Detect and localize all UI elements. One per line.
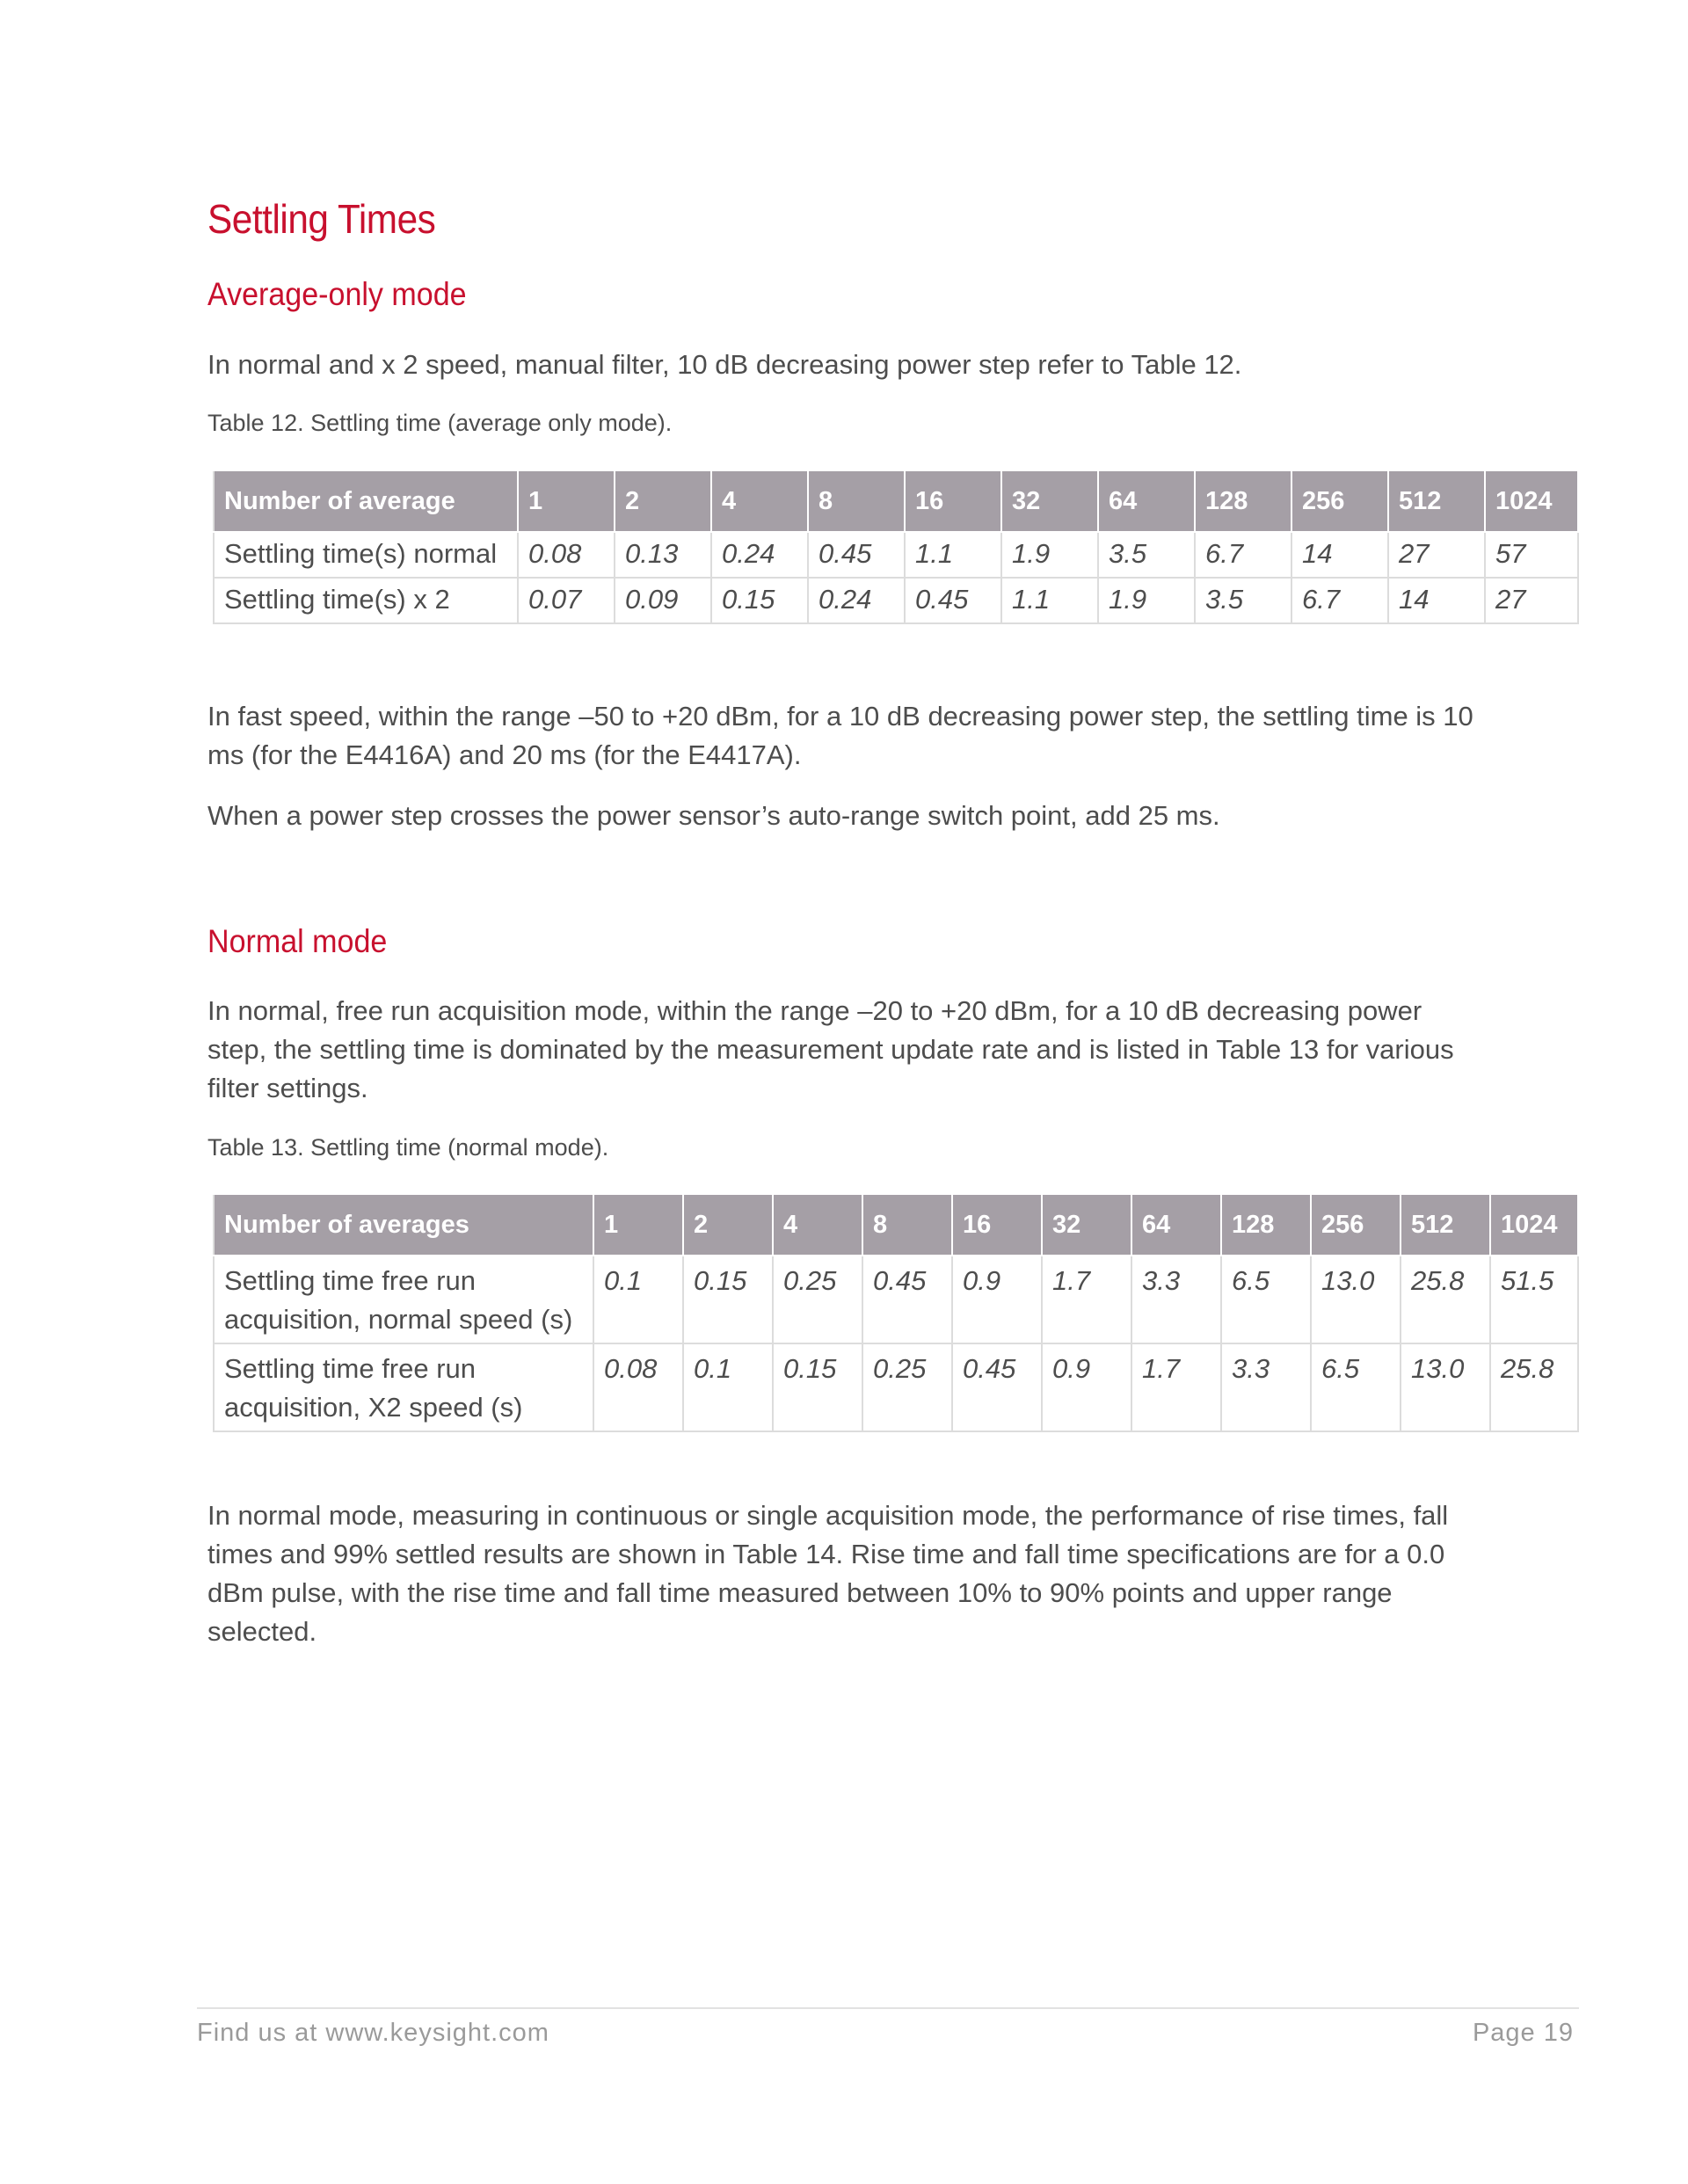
table-13 xyxy=(213,1195,1579,1432)
normal-mode-intro: In normal, free run acquisition mode, within the range –20 to +20 dBm, for a 10 dB decreasing power step, the settling time is dominated by the measurement update rate and is listed in Table 13 for various filter settings. xyxy=(207,995,1454,1103)
table-cell: 0.45 xyxy=(905,578,1001,623)
row-label: Settling time free run acquisition, normal speed (s) xyxy=(214,1256,593,1343)
table-header-cell: 512 xyxy=(1401,1195,1490,1256)
table-cell: 3.5 xyxy=(1195,578,1291,623)
table-cell: 1.1 xyxy=(1001,578,1098,623)
table-cell: 1.7 xyxy=(1131,1343,1221,1431)
table-header-cell: 128 xyxy=(1221,1195,1311,1256)
table-cell: 0.45 xyxy=(808,532,905,578)
table-cell: 0.13 xyxy=(615,532,711,578)
table-row xyxy=(214,532,1578,578)
table-cell: 0.15 xyxy=(773,1343,862,1431)
table-cell: 0.08 xyxy=(593,1343,683,1431)
table-cell: 0.09 xyxy=(615,578,711,623)
table-header-cell: 2 xyxy=(615,471,711,532)
table-cell: 3.3 xyxy=(1131,1256,1221,1343)
footer-page-number: Page 19 xyxy=(1472,2019,1574,2047)
table-cell: 0.15 xyxy=(711,578,808,623)
table-cell: 0.45 xyxy=(862,1256,952,1343)
table-header-cell: 64 xyxy=(1098,471,1195,532)
table-cell: 0.1 xyxy=(683,1343,773,1431)
table-header-row xyxy=(214,1195,1578,1256)
row-label: Settling time(s) normal xyxy=(214,532,518,578)
table-cell: 3.3 xyxy=(1221,1343,1311,1431)
row-label: Settling time free run acquisition, X2 speed (s) xyxy=(214,1343,593,1431)
fast-speed-paragraph: In fast speed, within the range –50 to +20 dBm, for a 10 dB decreasing power step, the settling time is 10 ms (for the E4416A) and 20 ms (for the E4417A). xyxy=(207,701,1473,770)
table-header-cell: 32 xyxy=(1001,471,1098,532)
table-12 xyxy=(213,471,1579,624)
table-cell: 0.25 xyxy=(773,1256,862,1343)
table-cell: 0.15 xyxy=(683,1256,773,1343)
table-header-cell: 8 xyxy=(808,471,905,532)
table-cell: 1.9 xyxy=(1098,578,1195,623)
table-cell: 3.5 xyxy=(1098,532,1195,578)
table-cell: 6.7 xyxy=(1291,578,1388,623)
table-cell: 0.9 xyxy=(1042,1343,1131,1431)
table-header-cell: 1 xyxy=(593,1195,683,1256)
table-cell: 14 xyxy=(1291,532,1388,578)
table-cell: 0.08 xyxy=(518,532,615,578)
table-cell: 25.8 xyxy=(1401,1256,1490,1343)
table-cell: 0.1 xyxy=(593,1256,683,1343)
table-row xyxy=(214,1343,1578,1431)
table-header-cell: 16 xyxy=(952,1195,1042,1256)
table-cell: 6.5 xyxy=(1311,1343,1401,1431)
table-cell: 13.0 xyxy=(1401,1343,1490,1431)
row-label: Settling time(s) x 2 xyxy=(214,578,518,623)
table-header-cell: 8 xyxy=(862,1195,952,1256)
table-cell: 0.45 xyxy=(952,1343,1042,1431)
table-13-caption: Table 13. Settling time (normal mode). xyxy=(207,1134,609,1161)
table-cell: 0.25 xyxy=(862,1343,952,1431)
average-mode-intro: In normal and x 2 speed, manual filter, 10 dB decreasing power step refer to Table 12. xyxy=(207,349,1242,380)
table-header-cell: 128 xyxy=(1195,471,1291,532)
table-row xyxy=(214,1256,1578,1343)
table-cell: 13.0 xyxy=(1311,1256,1401,1343)
table-header-cell: Number of average xyxy=(214,471,518,532)
table-cell: 1.7 xyxy=(1042,1256,1131,1343)
table-cell: 6.7 xyxy=(1195,532,1291,578)
table-header-cell: 1 xyxy=(518,471,615,532)
normal-mode-heading: Normal mode xyxy=(207,923,388,959)
table-header-cell: 1024 xyxy=(1490,1195,1578,1256)
table-header-cell: 2 xyxy=(683,1195,773,1256)
table-row xyxy=(214,578,1578,623)
table-cell: 0.9 xyxy=(952,1256,1042,1343)
auto-range-paragraph: When a power step crosses the power sensor’s auto-range switch point, add 25 ms. xyxy=(207,800,1220,831)
table-cell: 0.24 xyxy=(808,578,905,623)
table-cell: 14 xyxy=(1388,578,1485,623)
page-title: Settling Times xyxy=(207,196,436,242)
table-cell: 0.07 xyxy=(518,578,615,623)
footer-website-link[interactable]: Find us at www.keysight.com xyxy=(197,2019,549,2047)
rise-time-paragraph: In normal mode, measuring in continuous or single acquisition mode, the performance of rise times, fall times and 99% settled results are shown in Table 14. Rise time and fall time specifications are for a 0.0 dBm pulse, with the rise time and fall time measured between 10% to 90% points and upper range selected. xyxy=(207,1500,1449,1647)
table-header-cell: 4 xyxy=(773,1195,862,1256)
table-header-cell: Number of averages xyxy=(214,1195,593,1256)
table-header-cell: 32 xyxy=(1042,1195,1131,1256)
table-cell: 57 xyxy=(1485,532,1578,578)
table-header-cell: 256 xyxy=(1291,471,1388,532)
table-cell: 27 xyxy=(1485,578,1578,623)
table-cell: 51.5 xyxy=(1490,1256,1578,1343)
table-cell: 1.1 xyxy=(905,532,1001,578)
average-only-mode-heading: Average-only mode xyxy=(207,276,467,312)
table-cell: 6.5 xyxy=(1221,1256,1311,1343)
table-header-cell: 512 xyxy=(1388,471,1485,532)
table-header-cell: 1024 xyxy=(1485,471,1578,532)
table-header-cell: 16 xyxy=(905,471,1001,532)
table-header-cell: 4 xyxy=(711,471,808,532)
table-cell: 0.24 xyxy=(711,532,808,578)
table-12-caption: Table 12. Settling time (average only mode). xyxy=(207,410,673,436)
footer-divider xyxy=(197,2007,1579,2009)
table-cell: 27 xyxy=(1388,532,1485,578)
table-cell: 25.8 xyxy=(1490,1343,1578,1431)
table-cell: 1.9 xyxy=(1001,532,1098,578)
table-header-row xyxy=(214,471,1578,532)
table-header-cell: 256 xyxy=(1311,1195,1401,1256)
table-header-cell: 64 xyxy=(1131,1195,1221,1256)
